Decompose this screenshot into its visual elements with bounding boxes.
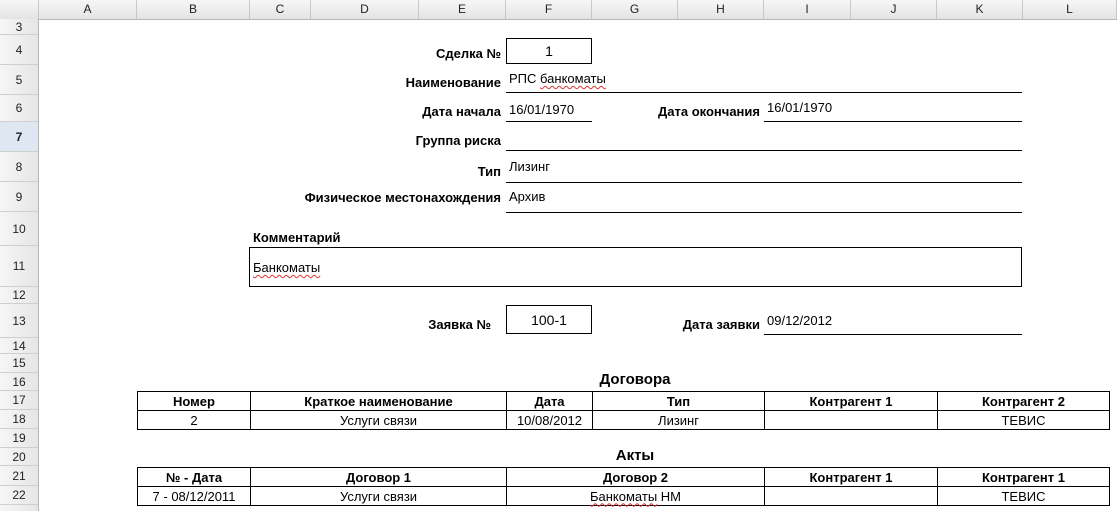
column-header-a[interactable]: A [39, 0, 137, 19]
comment-field[interactable] [249, 247, 1022, 287]
acts-header-contract-2[interactable]: Договор 2 [507, 468, 765, 487]
acts-header-counterparty-1[interactable]: Контрагент 1 [765, 468, 938, 487]
request-date-field[interactable]: 09/12/2012 [764, 313, 1022, 335]
row-header-bar [0, 19, 39, 511]
act-contract-1-cell[interactable]: Услуги связи [251, 487, 507, 506]
table-row[interactable] [138, 487, 1110, 506]
column-header-bar [0, 0, 1117, 20]
contracts-header-counterparty-1[interactable]: Контрагент 1 [765, 392, 938, 411]
request-number-field[interactable]: 100-1 [506, 305, 592, 334]
act-number-date-cell[interactable]: 7 - 08/12/2011 [138, 487, 251, 506]
column-header-h[interactable]: H [678, 0, 764, 19]
comment-value: Банкоматы [253, 260, 321, 275]
column-header-j[interactable]: J [851, 0, 937, 19]
deal-number-label: Сделка № [436, 46, 501, 61]
act-contract-2-cell[interactable]: Банкоматы НМ [507, 487, 765, 506]
row-header-6[interactable]: 6 [0, 95, 38, 122]
row-header-5[interactable]: 5 [0, 65, 38, 95]
contracts-header-counterparty-2[interactable]: Контрагент 2 [938, 392, 1110, 411]
row-header-8[interactable]: 8 [0, 152, 38, 182]
row-header-17[interactable]: 17 [0, 391, 38, 410]
row-header-13[interactable]: 13 [0, 304, 38, 338]
acts-title: Акты [615, 447, 655, 464]
start-date-field[interactable]: 16/01/1970 [506, 102, 592, 122]
risk-group-field[interactable] [506, 128, 1022, 151]
contracts-header-type[interactable]: Тип [593, 392, 765, 411]
contracts-title: Договора [599, 371, 671, 388]
deal-number-field[interactable]: 1 [506, 38, 592, 64]
table-row[interactable] [138, 411, 1110, 430]
contract-number-cell[interactable]: 2 [138, 411, 251, 430]
acts-header-counterparty-1b[interactable]: Контрагент 1 [938, 468, 1110, 487]
contracts-header-short-name[interactable]: Краткое наименование [251, 392, 507, 411]
type-label: Тип [477, 164, 501, 179]
row-header-18[interactable]: 18 [0, 410, 38, 429]
row-header-12[interactable]: 12 [0, 287, 38, 304]
select-all-corner[interactable] [0, 0, 39, 19]
column-header-d[interactable]: D [311, 0, 419, 19]
column-header-b[interactable]: B [137, 0, 250, 19]
act-counterparty-1b-cell[interactable]: ТЕВИС [938, 487, 1110, 506]
risk-group-label: Группа риска [415, 133, 501, 148]
acts-table [137, 467, 1110, 506]
request-date-label: Дата заявки [682, 317, 760, 332]
request-number-label: Заявка № [428, 317, 491, 332]
name-value: РПС [509, 71, 541, 86]
column-header-g[interactable]: G [592, 0, 678, 19]
name-field[interactable] [506, 71, 1022, 93]
contract-type-cell[interactable]: Лизинг [593, 411, 765, 430]
row-header-20[interactable]: 20 [0, 448, 38, 466]
column-header-l[interactable]: L [1023, 0, 1117, 19]
contracts-header-date[interactable]: Дата [507, 392, 593, 411]
act-counterparty-1-cell[interactable] [765, 487, 938, 506]
name-label: Наименование [405, 75, 501, 90]
row-header-19[interactable]: 19 [0, 429, 38, 448]
end-date-label: Дата окончания [658, 104, 760, 119]
row-header-15[interactable]: 15 [0, 354, 38, 373]
acts-header-row [138, 468, 1110, 487]
row-header-7[interactable]: 7 [0, 122, 38, 152]
contracts-table [137, 391, 1110, 430]
row-header-4[interactable]: 4 [0, 35, 38, 65]
comment-label: Комментарий [253, 230, 341, 245]
row-header-9[interactable]: 9 [0, 182, 38, 212]
contract-counterparty-2-cell[interactable]: ТЕВИС [938, 411, 1110, 430]
contract-date-cell[interactable]: 10/08/2012 [507, 411, 593, 430]
contracts-header-row [138, 392, 1110, 411]
row-header-14[interactable]: 14 [0, 338, 38, 354]
contracts-header-number[interactable]: Номер [138, 392, 251, 411]
location-label: Физическое местонахождения [304, 190, 501, 205]
end-date-field[interactable]: 16/01/1970 [764, 100, 1022, 122]
row-header-10[interactable]: 10 [0, 212, 38, 246]
acts-header-number-date[interactable]: № - Дата [138, 468, 251, 487]
location-field[interactable]: Архив [506, 189, 1022, 213]
row-header-3[interactable]: 3 [0, 19, 38, 35]
column-header-k[interactable]: K [937, 0, 1023, 19]
row-header-21[interactable]: 21 [0, 466, 38, 486]
row-header-22[interactable]: 22 [0, 486, 38, 505]
column-header-e[interactable]: E [419, 0, 506, 19]
name-value-spellcheck: банкоматы [540, 71, 606, 86]
type-field[interactable]: Лизинг [506, 159, 1022, 183]
start-date-label: Дата начала [422, 104, 501, 119]
row-header-11[interactable]: 11 [0, 246, 38, 287]
column-header-i[interactable]: I [764, 0, 851, 19]
row-header-16[interactable]: 16 [0, 373, 38, 391]
column-header-f[interactable]: F [506, 0, 592, 19]
acts-header-contract-1[interactable]: Договор 1 [251, 468, 507, 487]
contract-counterparty-1-cell[interactable] [765, 411, 938, 430]
contract-short-name-cell[interactable]: Услуги связи [251, 411, 507, 430]
column-header-c[interactable]: C [250, 0, 311, 19]
